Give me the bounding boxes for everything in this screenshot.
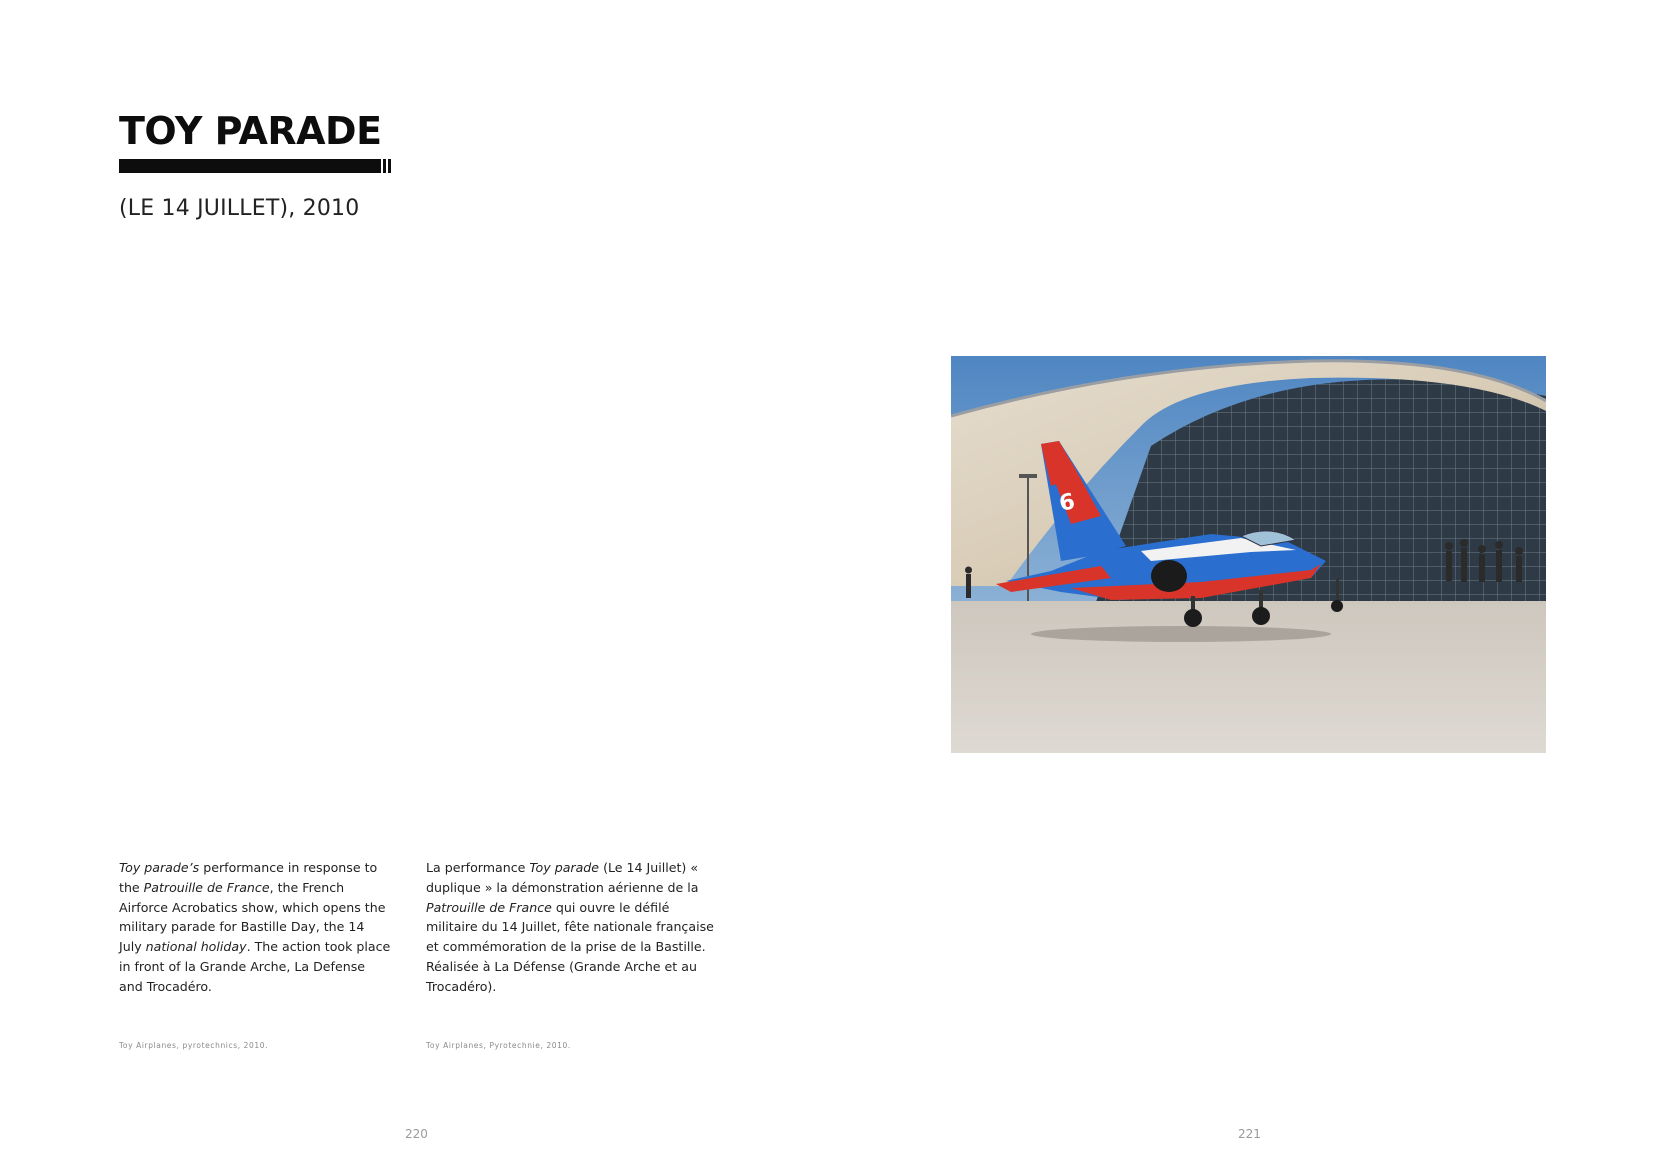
jet-photo-illustration bbox=[951, 356, 1546, 753]
en-italic-span: Toy parade’s bbox=[119, 860, 200, 875]
title-underline-tick bbox=[383, 159, 386, 173]
fr-italic-span: Patrouille de France bbox=[426, 899, 552, 915]
french-paragraph bbox=[426, 858, 716, 997]
photo-credit-en: Toy Airplanes, pyrotechnics, 2010. bbox=[119, 1041, 269, 1050]
tail-number: 6 bbox=[1057, 489, 1078, 517]
fr-text-span: La performance bbox=[426, 860, 530, 875]
title-underline bbox=[119, 159, 381, 173]
fr-text-span: (Le 14 Juillet) « duplique » la démonstration aérienne de la bbox=[426, 860, 699, 895]
title-underline-tick bbox=[388, 159, 391, 173]
fr-text-span: qui ouvre le défilé militaire du 14 Juillet, fête nationale française et commémoration de la prise de la Bastille. Réalisée à La Défense (Grande Arche et au Trocadéro). bbox=[426, 899, 714, 994]
french-text-column bbox=[426, 858, 716, 997]
page-subtitle: (LE 14 JUILLET), 2010 bbox=[119, 196, 360, 221]
english-paragraph bbox=[119, 858, 391, 997]
en-italic-span: national holiday bbox=[145, 939, 247, 955]
page-number-right: 221 bbox=[1238, 1127, 1261, 1141]
fr-italic-span: Toy parade bbox=[529, 860, 600, 875]
en-text-span: performance in response to the bbox=[119, 860, 378, 895]
page-title: TOY PARADE bbox=[119, 109, 382, 153]
en-italic-span: Patrouille de France bbox=[143, 879, 270, 895]
english-text-column bbox=[119, 858, 391, 997]
en-text-span: . The action took place in front of la Grande Arche, La Defense and Trocadéro. bbox=[119, 939, 391, 994]
photo-credit-fr: Toy Airplanes, Pyrotechnie, 2010. bbox=[426, 1041, 571, 1050]
jet-photo bbox=[951, 356, 1546, 753]
en-text-span: , the French Airforce Acrobatics show, which opens the military parade for Bastille Day, the 14 July bbox=[119, 879, 386, 955]
page-number-left: 220 bbox=[405, 1127, 428, 1141]
